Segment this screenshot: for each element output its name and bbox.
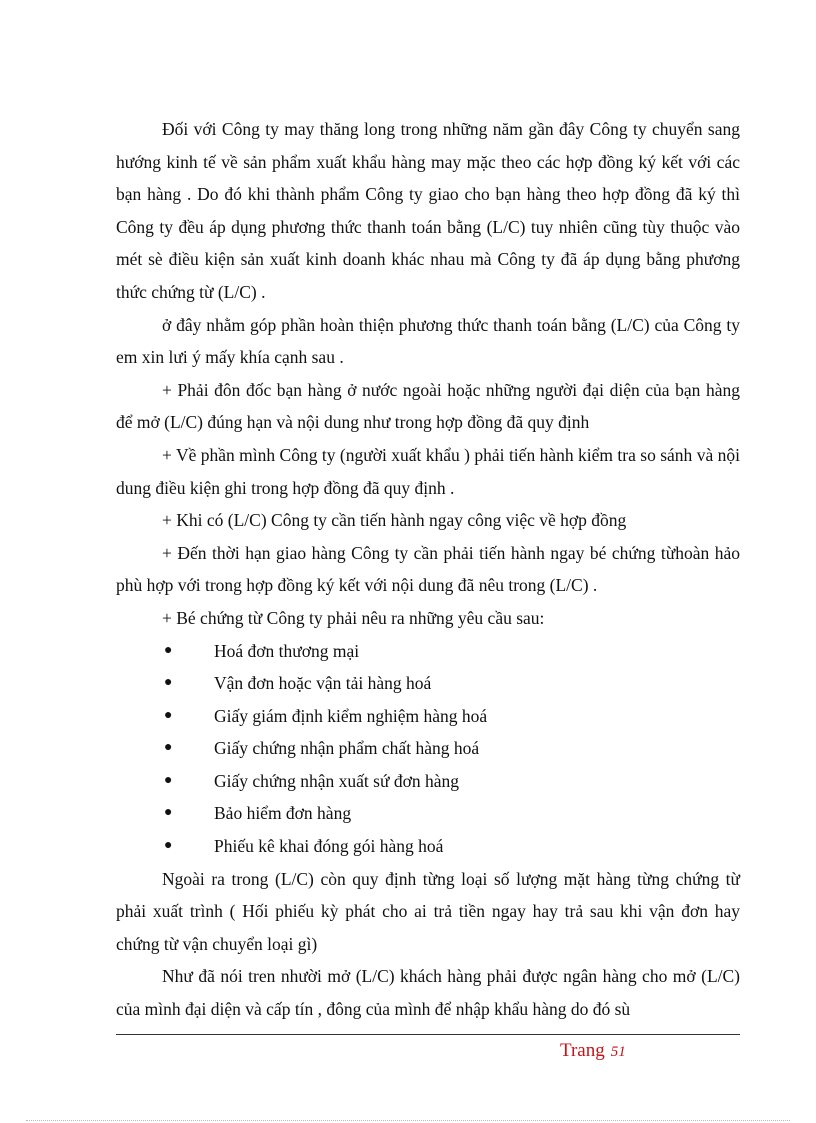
document-list — [116, 635, 740, 863]
paragraph: + Bé chứng từ Công ty phải nêu ra những yêu cầu sau: — [162, 607, 545, 628]
list-item-text: Vận đơn hoặc vận tải hàng hoá — [214, 673, 432, 694]
page-bottom-edge — [26, 1120, 790, 1121]
list-item — [116, 830, 740, 863]
bullet-icon: ● — [164, 642, 173, 658]
list-item — [116, 667, 740, 700]
paragraph: + Về phần mình Công ty (người xuất khẩu ) phải tiến hành kiểm tra so sánh và nội dung điều kiện ghi trong hợp đồng đã quy định . — [116, 444, 740, 498]
list-item — [116, 700, 740, 733]
list-item-text: Giấy chứng nhận phẩm chất hàng hoá — [214, 738, 480, 759]
list-item — [116, 797, 740, 830]
bullet-icon: ● — [164, 740, 173, 756]
list-item-text: Phiếu kê khai đóng gói hàng hoá — [214, 836, 444, 857]
page-body — [116, 113, 740, 1026]
list-item-text: Bảo hiểm đơn hàng — [214, 803, 352, 824]
list-item-text: Giấy giám định kiểm nghiệm hàng hoá — [214, 705, 488, 726]
bullet-icon: ● — [164, 707, 173, 723]
paragraph: Ngoài ra trong (L/C) còn quy định từng loại số lượng mặt hàng từng chứng từ phải xuất trình ( Hối phiếu kỳ phát cho ai trả tiền ngay hay trả sau khi vận đơn hay chứng từ vận chuyển loại gì) — [116, 868, 740, 954]
bullet-icon: ● — [164, 838, 173, 854]
list-item-text: Hoá đơn thương mại — [214, 640, 360, 661]
page-footer — [560, 1040, 626, 1062]
paragraph: + Đến thời hạn giao hàng Công ty cần phải tiến hành ngay bé chứng từhoàn hảo phù hợp với trong hợp đồng ký kết với nội dung đã nêu trong (L/C) . — [116, 542, 740, 596]
paragraph: Như đã nói tren nhười mở (L/C) khách hàng phải được ngân hàng cho mở (L/C) của mình đại diện và cấp tín , đông của mình để nhập khẩu hàng do đó sù — [116, 966, 740, 1020]
list-item — [116, 635, 740, 668]
paragraph: ở đây nhằm góp phần hoàn thiện phương thức thanh toán bằng (L/C) của Công ty em xin lưi ý mấy khía cạnh sau . — [116, 314, 740, 368]
list-item — [116, 732, 740, 765]
paragraph: Đối với Công ty may thăng long trong những năm gần đây Công ty chuyển sang hướng kinh tế về sản phẩm xuất khẩu hàng may mặc theo các hợp đồng ký kết với các bạn hàng . Do đó khi thành phẩm Công ty giao cho bạn hàng theo hợp đồng đã ký thì Công ty đều áp dụng phương thức thanh toán bằng (L/C) tuy nhiên cũng tùy thuộc vào mét sè điều kiện sản xuất kinh doanh khác nhau mà Công ty đã áp dụng bằng phương thức chứng từ (L/C) . — [116, 119, 740, 302]
paragraph: + Khi có (L/C) Công ty cần tiến hành ngay công việc về hợp đồng — [162, 510, 627, 531]
bullet-icon: ● — [164, 772, 173, 788]
page-number: 51 — [610, 1044, 626, 1060]
bullet-icon: ● — [164, 805, 173, 821]
list-item-text: Giấy chứng nhận xuất sứ đơn hàng — [214, 770, 459, 791]
list-item — [116, 765, 740, 798]
paragraph: + Phải đôn đốc bạn hàng ở nước ngoài hoặc những người đại diện của bạn hàng để mở (L/C) đúng hạn và nội dung như trong hợp đồng đã quy định — [116, 379, 740, 433]
footer-label: Trang — [560, 1040, 605, 1061]
bullet-icon: ● — [164, 675, 173, 691]
footer-divider — [116, 1034, 740, 1035]
